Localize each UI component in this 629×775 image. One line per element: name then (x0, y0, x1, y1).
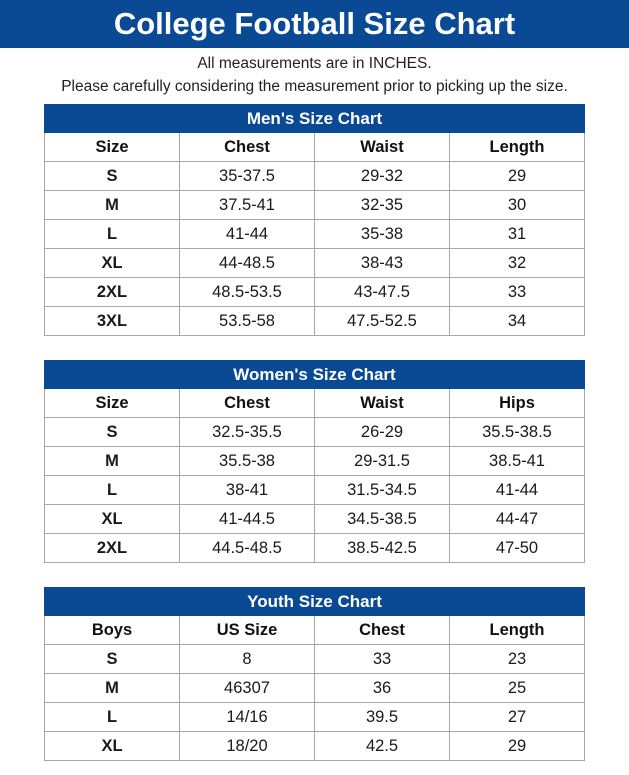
table-row (45, 278, 585, 307)
table-row (45, 418, 585, 447)
table-cell: 32-35 (315, 191, 450, 220)
table-cell: 35-37.5 (180, 162, 315, 191)
column-header: Chest (180, 389, 315, 418)
size-cell: M (45, 191, 180, 220)
table-cell: 30 (450, 191, 585, 220)
column-header: Waist (315, 133, 450, 162)
column-header: Hips (450, 389, 585, 418)
column-header: Waist (315, 389, 450, 418)
table-cell: 25 (450, 674, 585, 703)
table-row (45, 220, 585, 249)
table-cell: 35.5-38.5 (450, 418, 585, 447)
table-cell: 38-41 (180, 476, 315, 505)
table-cell: 47.5-52.5 (315, 307, 450, 336)
size-cell: L (45, 220, 180, 249)
table-cell: 38.5-42.5 (315, 534, 450, 563)
table-cell: 35.5-38 (180, 447, 315, 476)
table-cell: 44-47 (450, 505, 585, 534)
mens-size-table (44, 104, 585, 336)
womens-table-caption: Women's Size Chart (45, 361, 585, 389)
table-cell: 26-29 (315, 418, 450, 447)
table-cell: 27 (450, 703, 585, 732)
table-cell: 35-38 (315, 220, 450, 249)
sizing-advice-note: Please carefully considering the measurement prior to picking up the size. (61, 78, 568, 95)
size-cell: 3XL (45, 307, 180, 336)
table-cell: 31 (450, 220, 585, 249)
table-cell: 42.5 (315, 732, 450, 761)
table-row (45, 447, 585, 476)
column-header: US Size (180, 616, 315, 645)
measurement-unit-note: All measurements are in INCHES. (197, 55, 432, 72)
column-header: Size (45, 389, 180, 418)
table-row (45, 476, 585, 505)
column-header: Boys (45, 616, 180, 645)
table-cell: 29 (450, 162, 585, 191)
table-cell: 46307 (180, 674, 315, 703)
table-cell: 41-44 (450, 476, 585, 505)
size-cell: M (45, 447, 180, 476)
table-cell: 47-50 (450, 534, 585, 563)
mens-header-row (45, 133, 585, 162)
page-title: College Football Size Chart (0, 0, 629, 48)
size-cell: XL (45, 505, 180, 534)
table-row (45, 674, 585, 703)
table-row (45, 191, 585, 220)
table-cell: 33 (450, 278, 585, 307)
table-row (45, 307, 585, 336)
table-row (45, 534, 585, 563)
size-cell: L (45, 476, 180, 505)
size-cell: M (45, 674, 180, 703)
table-cell: 36 (315, 674, 450, 703)
table-cell: 23 (450, 645, 585, 674)
size-cell: S (45, 418, 180, 447)
table-cell: 29-31.5 (315, 447, 450, 476)
size-cell: XL (45, 732, 180, 761)
table-cell: 39.5 (315, 703, 450, 732)
size-cell: L (45, 703, 180, 732)
womens-size-table (44, 360, 585, 563)
table-cell: 44.5-48.5 (180, 534, 315, 563)
table-cell: 41-44.5 (180, 505, 315, 534)
size-cell: 2XL (45, 278, 180, 307)
table-row (45, 162, 585, 191)
table-cell: 38.5-41 (450, 447, 585, 476)
table-cell: 33 (315, 645, 450, 674)
table-cell: 43-47.5 (315, 278, 450, 307)
table-cell: 18/20 (180, 732, 315, 761)
table-row (45, 703, 585, 732)
size-cell: XL (45, 249, 180, 278)
youth-size-table (44, 587, 585, 761)
table-row (45, 732, 585, 761)
table-cell: 32.5-35.5 (180, 418, 315, 447)
table-cell: 41-44 (180, 220, 315, 249)
table-cell: 32 (450, 249, 585, 278)
table-cell: 37.5-41 (180, 191, 315, 220)
column-header: Chest (315, 616, 450, 645)
table-cell: 48.5-53.5 (180, 278, 315, 307)
table-cell: 53.5-58 (180, 307, 315, 336)
column-header: Length (450, 616, 585, 645)
table-cell: 31.5-34.5 (315, 476, 450, 505)
size-cell: S (45, 645, 180, 674)
column-header: Length (450, 133, 585, 162)
table-cell: 34 (450, 307, 585, 336)
table-row (45, 645, 585, 674)
column-header: Size (45, 133, 180, 162)
table-cell: 8 (180, 645, 315, 674)
mens-table-caption: Men's Size Chart (45, 105, 585, 133)
size-cell: S (45, 162, 180, 191)
womens-header-row (45, 389, 585, 418)
size-cell: 2XL (45, 534, 180, 563)
table-cell: 14/16 (180, 703, 315, 732)
table-row (45, 249, 585, 278)
table-cell: 38-43 (315, 249, 450, 278)
table-cell: 34.5-38.5 (315, 505, 450, 534)
table-cell: 44-48.5 (180, 249, 315, 278)
column-header: Chest (180, 133, 315, 162)
table-cell: 29-32 (315, 162, 450, 191)
table-cell: 29 (450, 732, 585, 761)
table-row (45, 505, 585, 534)
youth-header-row (45, 616, 585, 645)
youth-table-caption: Youth Size Chart (45, 588, 585, 616)
